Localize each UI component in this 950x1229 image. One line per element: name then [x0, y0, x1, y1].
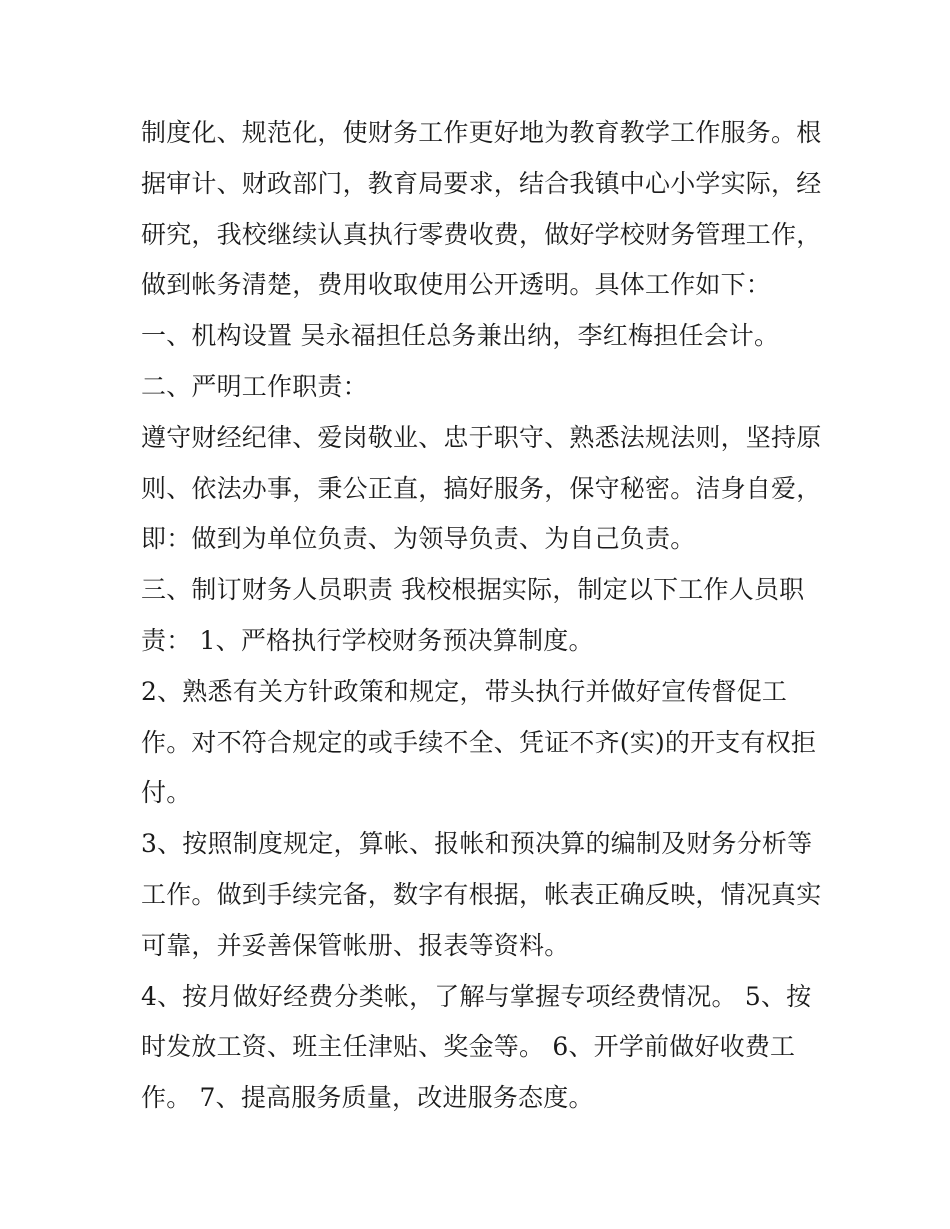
text-line: 遵守财经纪律、爱岗敬业、忠于职守、熟悉法规法则，坚持原: [141, 422, 822, 452]
text-line: 可靠，并妥善保管帐册、报表等资料。: [141, 930, 570, 960]
text-line: 制度化、规范化，使财务工作更好地为教育教学工作服务。根: [141, 118, 822, 147]
text-line: 据审计、财政部门，教育局要求，结合我镇中心小学实际，经: [141, 168, 822, 198]
section-heading-1: 一、机构设置 吴永福担任总务兼出纳，李红梅担任会计。: [141, 321, 780, 351]
text-line: 做到帐务清楚，费用收取使用公开透明。具体工作如下：: [141, 270, 772, 300]
text-line: 时发放工资、班主任津贴、奖金等。 6、开学前做好收费工: [141, 1032, 796, 1062]
text-line: 工作。做到手续完备，数字有根据，帐表正确反映，情况真实: [141, 879, 822, 909]
section-heading-2: 二、严明工作职责：: [141, 371, 368, 401]
text-line: 作。 7、提高服务质量，改进服务态度。: [141, 1083, 594, 1113]
section-heading-3: 三、制订财务人员职责 我校根据实际，制定以下工作人员职: [141, 575, 805, 605]
list-item: 3、按照制度规定，算帐、报帐和预决算的编制及财务分析等: [141, 829, 813, 859]
text-line: 则、依法办事，秉公正直，搞好服务，保守秘密。洁身自爱，: [141, 473, 822, 503]
text-line: 作。对不符合规定的或手续不全、凭证不齐(实)的开支有权拒: [141, 727, 817, 757]
document-body: [141, 108, 821, 1124]
text-line: 责： 1、严格执行学校财务预决算制度。: [141, 625, 594, 655]
text-line: 付。: [141, 778, 192, 808]
text-line: 即：做到为单位负责、为领导负责、为自己负责。: [141, 524, 696, 554]
list-item: 4、按月做好经费分类帐，了解与掌握专项经费情况。 5、按: [141, 981, 812, 1011]
text-line: 研究，我校继续认真执行零费收费，做好学校财务管理工作，: [141, 219, 822, 249]
list-item: 2、熟悉有关方针政策和规定，带头执行并做好宣传督促工: [141, 676, 788, 706]
